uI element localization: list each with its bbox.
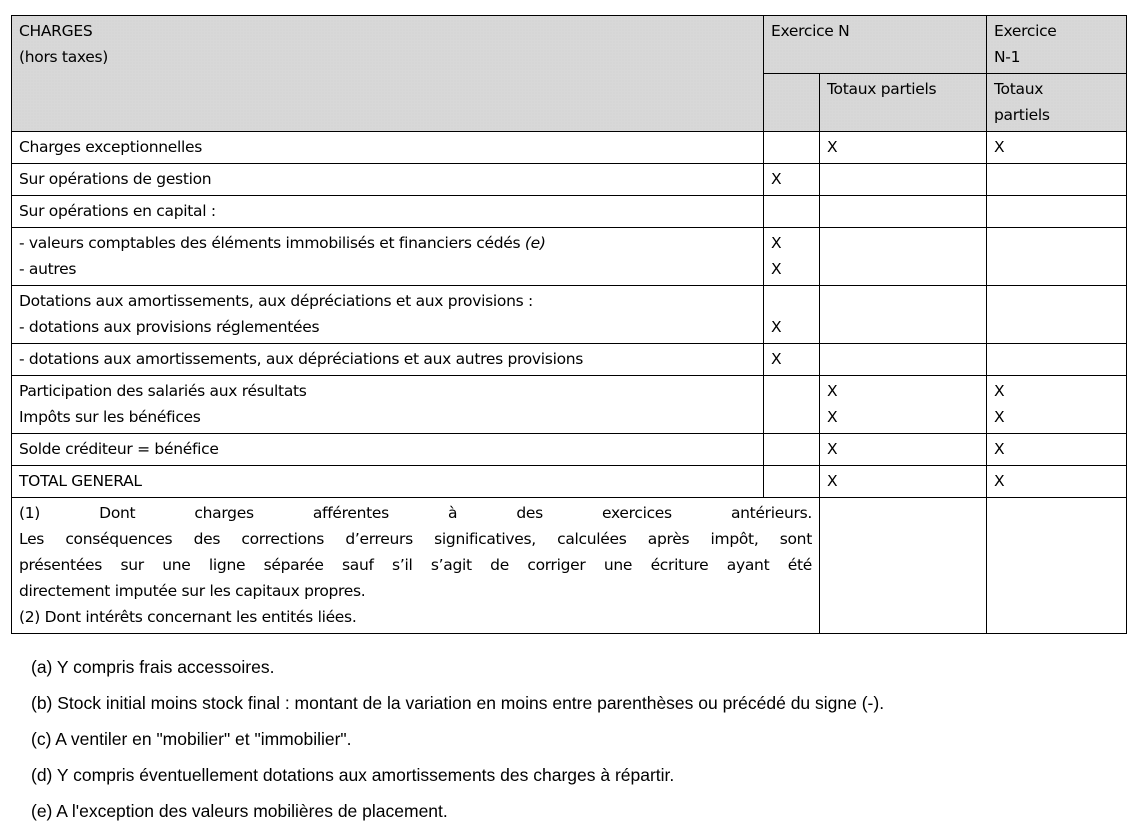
table-row bbox=[12, 196, 1127, 228]
exercice-n-header: Exercice N bbox=[764, 16, 987, 74]
exercice-n-totaux bbox=[820, 228, 987, 286]
totaux-partiels-n-header: Totaux partiels bbox=[820, 74, 987, 132]
exercice-n-totaux-line bbox=[827, 288, 979, 314]
footnote-a: (a) Y compris frais accessoires. bbox=[31, 657, 275, 677]
row-label-line: - dotations aux provisions réglementées bbox=[19, 318, 320, 336]
footnote-d: (d) Y compris éventuellement dotations aux amortissements des charges à répartir. bbox=[31, 765, 675, 785]
exercice-n-detail bbox=[764, 434, 820, 466]
exercice-n1-totaux-line bbox=[994, 166, 1119, 192]
row-label-line: Charges exceptionnelles bbox=[19, 138, 203, 156]
table-row bbox=[12, 466, 1127, 498]
exercice-n1-totaux-line bbox=[994, 230, 1119, 256]
row-label bbox=[12, 132, 764, 164]
exercice-n1-header bbox=[987, 16, 1127, 74]
exercice-n-totaux bbox=[820, 376, 987, 434]
charges-title: CHARGES bbox=[19, 22, 93, 40]
notes-cell bbox=[12, 498, 820, 634]
note-1-line-4: directement imputée sur les capitaux propres. bbox=[19, 582, 366, 600]
exercice-n-totaux-line: X bbox=[827, 138, 838, 156]
note-1-line-3: présentées sur une ligne séparée sauf s’il s’agit de corriger une écriture ayant été bbox=[19, 556, 812, 574]
row-label bbox=[12, 286, 764, 344]
exercice-n-totaux-line bbox=[827, 346, 979, 372]
footnote-c: (c) A ventiler en "mobilier" et "immobilier". bbox=[31, 729, 352, 749]
row-label-line: - dotations aux amortissements, aux dépréciations et aux autres provisions bbox=[19, 350, 584, 368]
note-2: (2) Dont intérêts concernant les entités liées. bbox=[19, 608, 357, 626]
exercice-n-detail bbox=[764, 286, 820, 344]
row-label-line: Sur opérations de gestion bbox=[19, 170, 212, 188]
row-label-line: Participation des salariés aux résultats bbox=[19, 382, 307, 400]
table-row bbox=[12, 164, 1127, 196]
row-label bbox=[12, 466, 764, 498]
row-label-line: Solde créditeur = bénéfice bbox=[19, 440, 219, 458]
row-label bbox=[12, 164, 764, 196]
row-label bbox=[12, 376, 764, 434]
row-label bbox=[12, 228, 764, 286]
exercice-n1-totaux bbox=[987, 434, 1127, 466]
exercice-n1-totaux bbox=[987, 164, 1127, 196]
exercice-n-detail bbox=[764, 344, 820, 376]
row-label-line: Sur opérations en capital : bbox=[19, 202, 216, 220]
charges-table bbox=[11, 15, 1127, 634]
row-label bbox=[12, 434, 764, 466]
exercice-n-detail bbox=[764, 376, 820, 434]
exercice-n1-totaux-line bbox=[994, 346, 1119, 372]
row-label bbox=[12, 344, 764, 376]
totaux-partiels-n1-header bbox=[987, 74, 1127, 132]
exercice-n-detail-line: X bbox=[771, 350, 782, 368]
exercice-n-totaux bbox=[820, 286, 987, 344]
exercice-n-detail bbox=[764, 196, 820, 228]
footnote-ref: (e) bbox=[524, 234, 546, 252]
exercice-n1-totaux-line bbox=[994, 198, 1119, 224]
exercice-n-totaux bbox=[820, 196, 987, 228]
exercice-n1-totaux bbox=[987, 344, 1127, 376]
row-label-line: Dotations aux amortissements, aux dépréciations et aux provisions : bbox=[19, 292, 533, 310]
exercice-n-totaux-line bbox=[827, 198, 979, 224]
notes-empty-cell-n1 bbox=[987, 498, 1127, 634]
exercice-n-totaux bbox=[820, 466, 987, 498]
note-1-heading: (1) Dont charges afférentes à des exercices antérieurs. bbox=[19, 504, 812, 522]
table-row bbox=[12, 434, 1127, 466]
exercice-n-totaux bbox=[820, 164, 987, 196]
table-row bbox=[12, 376, 1127, 434]
row-label-line: - autres bbox=[19, 260, 77, 278]
table-row bbox=[12, 344, 1127, 376]
exercice-n-detail-line bbox=[771, 468, 812, 494]
table-row bbox=[12, 132, 1127, 164]
exercice-n1-totaux-line: X bbox=[994, 408, 1005, 426]
exercice-n-detail-line bbox=[771, 288, 812, 314]
row-label-line: Impôts sur les bénéfices bbox=[19, 408, 201, 426]
row-label-line: TOTAL GENERAL bbox=[19, 472, 142, 490]
exercice-n-totaux bbox=[820, 344, 987, 376]
exercice-n-totaux-line bbox=[827, 166, 979, 192]
exercice-n-totaux-line: X bbox=[827, 472, 838, 490]
exercice-n-detail bbox=[764, 164, 820, 196]
exercice-n-detail-line: X bbox=[771, 170, 782, 188]
exercice-n1-line1: Exercice bbox=[994, 22, 1057, 40]
charges-subtitle: (hors taxes) bbox=[19, 48, 109, 66]
footnotes bbox=[31, 650, 884, 830]
exercice-n1-totaux-line: X bbox=[994, 138, 1005, 156]
table-row bbox=[12, 286, 1127, 344]
exercice-n-detail-line bbox=[771, 198, 812, 224]
exercice-n-detail-line bbox=[771, 404, 812, 430]
exercice-n1-line2: N-1 bbox=[994, 48, 1021, 66]
totaux-n1-line2: partiels bbox=[994, 106, 1050, 124]
row-label bbox=[12, 196, 764, 228]
exercice-n1-totaux bbox=[987, 286, 1127, 344]
exercice-n1-totaux bbox=[987, 376, 1127, 434]
table-row bbox=[12, 228, 1127, 286]
totaux-n1-line1: Totaux bbox=[994, 80, 1044, 98]
exercice-n-detail bbox=[764, 228, 820, 286]
exercice-n1-totaux-line: X bbox=[994, 440, 1005, 458]
exercice-n1-totaux bbox=[987, 228, 1127, 286]
notes-empty-cell-n bbox=[820, 498, 987, 634]
row-label-line: - valeurs comptables des éléments immobilisés et financiers cédés (e) bbox=[19, 234, 546, 252]
exercice-n1-totaux-line bbox=[994, 256, 1119, 282]
notes-row bbox=[12, 498, 1127, 634]
exercice-n1-totaux-line bbox=[994, 288, 1119, 314]
exercice-n-detail-line: X bbox=[771, 318, 782, 336]
footnote-b: (b) Stock initial moins stock final : montant de la variation en moins entre parenthèses ou précédé du signe (-). bbox=[31, 693, 885, 713]
exercice-n1-totaux-line: X bbox=[994, 382, 1005, 400]
detail-header-empty bbox=[764, 74, 820, 132]
header-row-1 bbox=[12, 16, 1127, 74]
exercice-n-totaux-line: X bbox=[827, 408, 838, 426]
exercice-n1-totaux-line: X bbox=[994, 472, 1005, 490]
exercice-n1-totaux-line bbox=[994, 314, 1119, 340]
exercice-n-totaux-line bbox=[827, 314, 979, 340]
exercice-n-totaux-line bbox=[827, 230, 979, 256]
footnote-e: (e) A l'exception des valeurs mobilières de placement. bbox=[31, 801, 448, 821]
exercice-n-detail-line bbox=[771, 436, 812, 462]
charges-header-cell bbox=[12, 16, 764, 132]
exercice-n-totaux-line: X bbox=[827, 382, 838, 400]
note-1-line-2: Les conséquences des corrections d’erreurs significatives, calculées après impôt, sont bbox=[19, 530, 812, 548]
exercice-n-totaux bbox=[820, 132, 987, 164]
exercice-n1-totaux bbox=[987, 132, 1127, 164]
exercice-n-detail bbox=[764, 466, 820, 498]
exercice-n-detail-line bbox=[771, 378, 812, 404]
exercice-n-totaux bbox=[820, 434, 987, 466]
exercice-n-detail-line bbox=[771, 134, 812, 160]
exercice-n-totaux-line bbox=[827, 256, 979, 282]
exercice-n-totaux-line: X bbox=[827, 440, 838, 458]
exercice-n-detail-line: X bbox=[771, 234, 782, 252]
exercice-n-detail-line: X bbox=[771, 260, 782, 278]
exercice-n-detail bbox=[764, 132, 820, 164]
exercice-n1-totaux bbox=[987, 466, 1127, 498]
exercice-n1-totaux bbox=[987, 196, 1127, 228]
